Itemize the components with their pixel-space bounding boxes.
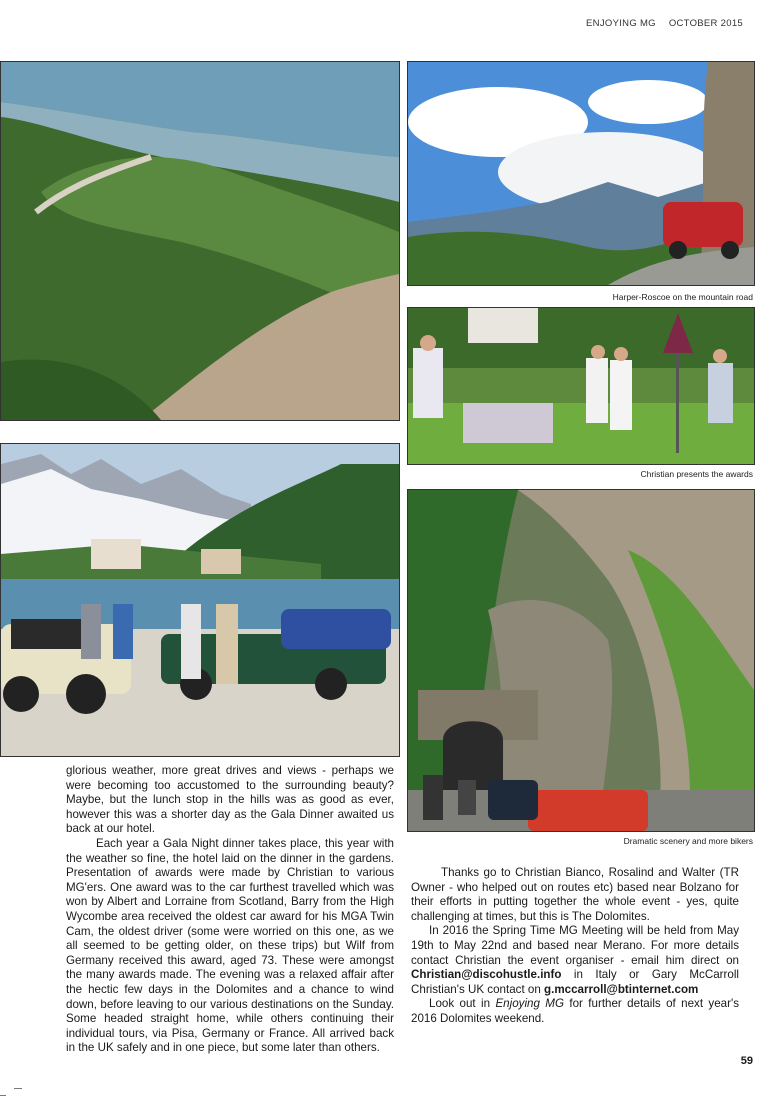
magazine-title-italic: Enjoying MG (495, 997, 564, 1011)
email-link-christian[interactable]: Christian@discohustle.info (411, 968, 562, 982)
text-run: in Italy or Gary McCarroll Christian's UK contact on (411, 968, 739, 996)
magazine-name: ENJOYING MG (586, 18, 656, 29)
paragraph (411, 997, 739, 1026)
email-link-gary[interactable]: g.mccarroll@btinternet.com (544, 982, 699, 996)
crop-mark (0, 1095, 6, 1096)
paragraph (411, 924, 739, 997)
photo-awards (407, 307, 755, 465)
photo-lake-hillside (0, 61, 400, 421)
paragraph: Thanks go to Christian Bianco, Rosalind and Walter (TR Owner - who helped out on routes etc) based near Bolzano for their efforts in putting together the whole event - yes, quite challenging at times, but this is The Dolomites. (411, 866, 739, 923)
issue-date: OCTOBER 2015 (668, 18, 743, 29)
photo-gorge-scenery (407, 489, 755, 832)
caption-awards: Christian presents the awards (640, 469, 753, 479)
text-run: In 2016 the Spring Time MG Meeting will be held from May 19th to May 22nd and based near Merano. For more details contact Christian the event organiser - email him direct on (411, 924, 739, 967)
running-header (576, 18, 743, 29)
paragraph: glorious weather, more great drives and views - perhaps we were becoming too accustomed to the surrounding beauty? Maybe, but the lunch stop in the hills was as good as ever, however this was a shorter day as the Gala Dinner awaited us back at our hotel. (66, 764, 394, 836)
text-run: Look out in (429, 997, 496, 1011)
page-number: 59 (740, 1055, 753, 1067)
caption-mountain-road: Harper-Roscoe on the mountain road (612, 292, 753, 302)
photo-lake-cars (0, 443, 400, 757)
paragraph: Each year a Gala Night dinner takes place, this year with the weather so fine, the hotel laid on the dinner in the gardens. Presentation of awards were made by Christian to various MG'ers. One award was to the car furthest travelled which was won by Albert and Lorraine from Scotland, Barry from the High Wycombe area received the oldest car award for his MGA Twin Cam, the oldest driver (some were worried on this one, as we all seemed to be getting older, on these trips) but Wilf from Germany received this award, aged 73. These were amongst the many awards made. The evening was a relaxed affair after the hectic few days in the Dolomites and a chance to wind down, before leaving to our various destinations on the Sunday. Some headed straight home, while others continuing their individual tours, via Pisa, Germany or France. All arrived back in the UK safely and in one piece, but some later than others. (66, 836, 394, 1055)
photo-mountain-road (407, 61, 755, 286)
crop-mark (14, 1088, 22, 1089)
caption-scenery: Dramatic scenery and more bikers (623, 836, 753, 846)
article-left-column (66, 764, 394, 1056)
text-run: for further details of next year's 2016 Dolomites weekend. (411, 997, 739, 1025)
article-right-column (411, 866, 739, 1027)
